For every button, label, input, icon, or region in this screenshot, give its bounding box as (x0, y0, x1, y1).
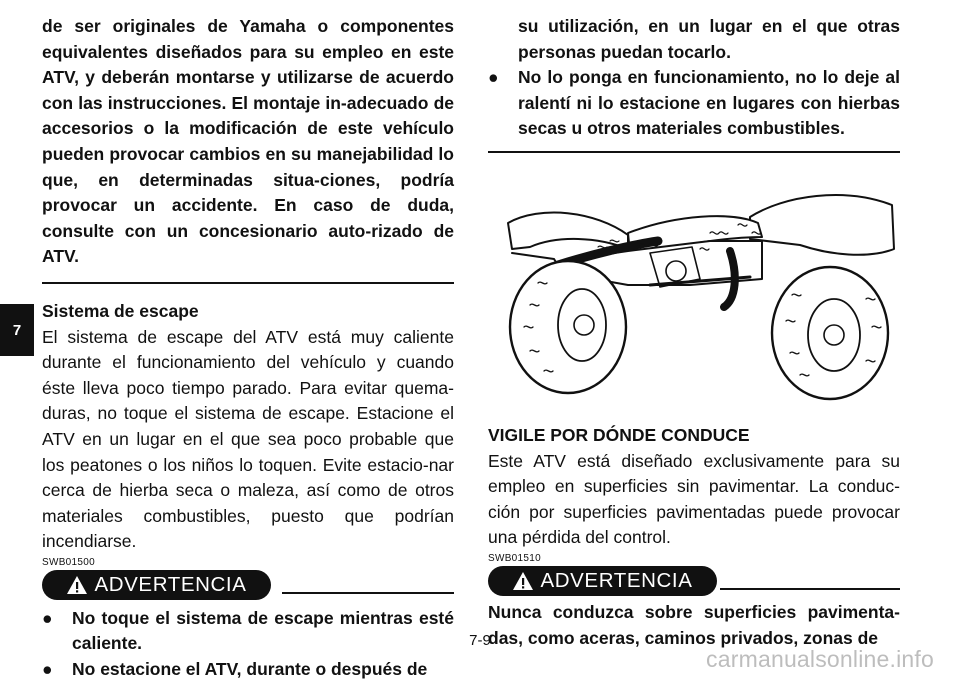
warning-header (42, 570, 454, 600)
warning-header (488, 566, 900, 596)
watermark: carmanualsonline.info (706, 646, 934, 672)
list-item-text: No lo ponga en funcionamiento, no lo deje al ralentí ni lo estacione en lugares con hierbas secas u otros materiales combustibles. (518, 67, 900, 139)
warning-text: Nunca conduzca sobre superficies pavimenta-das, como aceras, caminos privados, zonas de (488, 601, 900, 648)
warning-rule (282, 592, 454, 594)
warning-label: ADVERTENCIA (94, 573, 247, 597)
bullet-continuation: su utilización, en un lugar en el que otras personas puedan tocarlo. (518, 16, 900, 62)
terrain-body-text: Este ATV está diseñado exclusivamente para su empleo en superficies sin pavimentar. La conduc-ción por superficies pavimentadas puede provocar una pérdida del control. (488, 450, 900, 548)
reference-code: SWB01500 (42, 556, 95, 568)
list-item (488, 65, 900, 142)
list-item-text: No estacione el ATV, durante o después de (72, 659, 428, 680)
left-column (42, 14, 454, 683)
warning-badge (42, 570, 271, 600)
reference-code: SWB01510 (488, 552, 541, 564)
bullet: ● (42, 659, 53, 680)
section-heading-terrain: VIGILE POR DÓNDE CONDUCE (488, 424, 750, 445)
warning-badge (488, 566, 717, 596)
chapter-number: 7 (12, 321, 22, 339)
warning-triangle-icon (66, 575, 88, 595)
warning-label: ADVERTENCIA (540, 569, 693, 593)
page-number: 7-9 (469, 632, 491, 649)
atv-illustration (500, 175, 900, 407)
list-item (42, 657, 454, 683)
exhaust-body-text: El sistema de escape del ATV está muy caliente durante el funcionamiento del vehículo y cuando éste lleva poco tiempo parado. Para evitar quema-duras, no toque el sistema de escape. Estacione el ATV en un lugar en el que sea poco probable que los peatones o los niños lo toquen. Evite estacio-nar cerca de hierba seca o maleza, así como de otros materiales combustibles, puesto que podrían incendiarse. (42, 326, 454, 552)
warning-triangle-icon (512, 571, 534, 591)
warning-rule (720, 588, 900, 590)
bullet: ● (42, 607, 53, 628)
chapter-tab (0, 304, 34, 356)
warning-continuation: de ser originales de Yamaha o componentes equivalentes diseñados para su empleo en este ATV, y deberán montarse y utilizarse de acuerdo con las instrucciones. El montaje in-adecuado de accesorios o la modificación de este vehículo pueden provocar cambios en su manejabilidad lo que, en determinadas situa-ciones, podría provocar un accidente. En caso de duda, consulte con un concesionario auto-rizado de ATV. (42, 16, 454, 267)
section-heading-exhaust: Sistema de escape (42, 300, 199, 321)
list-item-text: No toque el sistema de escape mientras esté caliente. (72, 607, 454, 654)
bullet: ● (488, 67, 499, 88)
